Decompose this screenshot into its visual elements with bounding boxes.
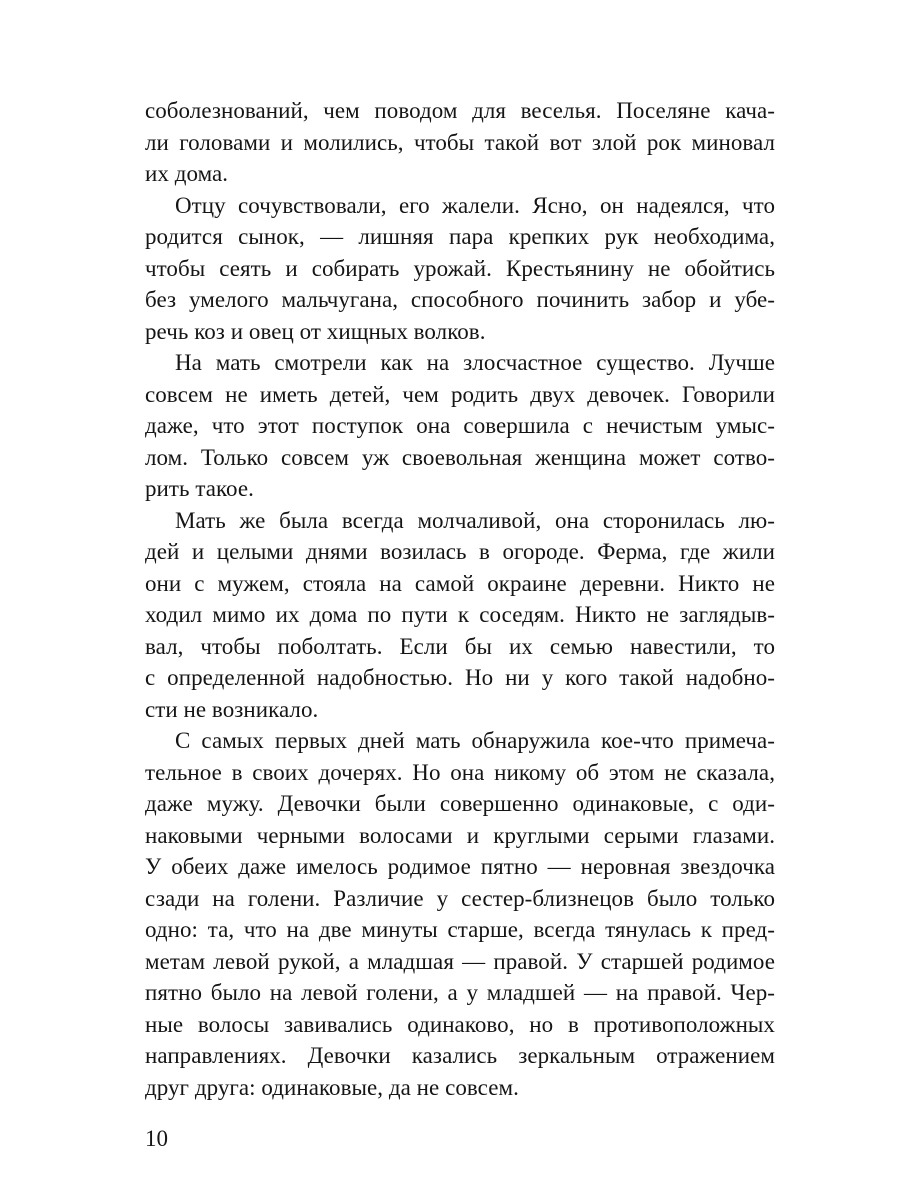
text-line: вал, чтобы поболтать. Если бы их семью навестили, то bbox=[145, 633, 775, 659]
text-line: рить такое. bbox=[145, 476, 254, 501]
text-line: речь коз и овец от хищных волков. bbox=[145, 318, 486, 344]
text-line: сзади на голени. Различие у сестер-близнецов было только bbox=[145, 885, 775, 911]
text-line: сти не возникало. bbox=[145, 696, 319, 722]
text-line: пятно было на левой голени, а у младшей — на правой. Чер- bbox=[145, 980, 775, 1005]
text-line: ли головами и молились, чтобы такой вот злой рок миновал bbox=[145, 129, 775, 155]
text-line: ходил мимо их дома по пути к соседям. Никто не заглядыв- bbox=[145, 602, 775, 627]
text-line: ные волосы завивались одинаково, но в противоположных bbox=[145, 1011, 775, 1037]
text-line: На мать смотрели как на злосчастное существо. Лучше bbox=[175, 350, 775, 375]
text-line: они с мужем, стояла на самой окраине деревни. Никто не bbox=[145, 570, 775, 596]
text-line: направлениях. Девочки казались зеркальным отражением bbox=[145, 1043, 775, 1068]
text-line: У обеих даже имелось родимое пятно — неровная звездочка bbox=[145, 854, 775, 879]
body-text bbox=[145, 95, 775, 1103]
text-line: Отцу сочувствовали, его жалели. Ясно, он надеялся, что bbox=[175, 192, 775, 218]
text-line: их дома. bbox=[145, 161, 229, 186]
text-line: друг друга: одинаковые, да не совсем. bbox=[145, 1074, 519, 1100]
text-line: родится сынок, — лишняя пара крепких рук необходима, bbox=[145, 224, 775, 249]
text-line: даже, что этот поступок она совершила с нечистым умыс- bbox=[145, 413, 775, 438]
text-line: с определенной надобностью. Но ни у кого такой надобно- bbox=[145, 665, 775, 690]
text-line: наковыми черными волосами и круглыми серыми глазами. bbox=[145, 822, 775, 848]
text-line: Мать же была всегда молчаливой, она сторонилась лю- bbox=[175, 507, 775, 533]
text-line: одно: та, что на две минуты старше, всегда тянулась к пред- bbox=[145, 917, 775, 942]
text-line: лом. Только совсем уж своевольная женщина может сотво- bbox=[145, 444, 775, 470]
text-line: С самых первых дней мать обнаружила кое-что примеча- bbox=[175, 728, 775, 753]
text-line: без умелого мальчугана, способного починить забор и убе- bbox=[145, 287, 775, 312]
text-line: чтобы сеять и собирать урожай. Крестьянину не обойтись bbox=[145, 255, 775, 281]
text-line: соболезнований, чем поводом для веселья. Поселяне кача- bbox=[145, 98, 775, 123]
text-line: метам левой рукой, а младшая — правой. У старшей родимое bbox=[145, 948, 775, 974]
text-line: дей и целыми днями возилась в огороде. Ферма, где жили bbox=[145, 539, 775, 564]
page-number: 10 bbox=[145, 1126, 168, 1151]
text-line: тельное в своих дочерях. Но она никому об этом не сказала, bbox=[145, 759, 775, 785]
text-line: даже мужу. Девочки были совершенно одинаковые, с оди- bbox=[145, 791, 775, 816]
text-line: совсем не иметь детей, чем родить двух девочек. Говорили bbox=[145, 381, 775, 407]
